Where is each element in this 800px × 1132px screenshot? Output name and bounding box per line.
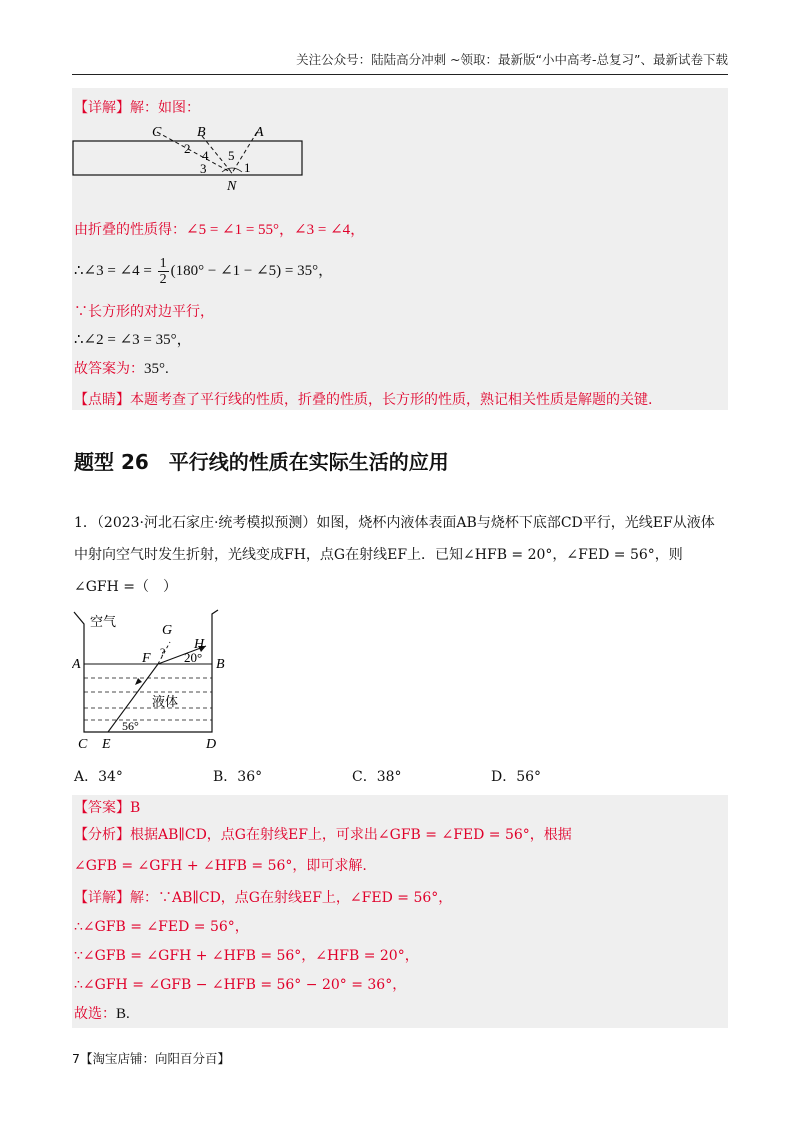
solution-tag: 【详解】	[74, 890, 130, 906]
analysis-line-2	[74, 856, 367, 876]
fold-property-text: 由折叠的性质得：	[74, 222, 186, 238]
label-D: D	[206, 737, 217, 752]
fold-line-c	[157, 132, 232, 173]
label-C: C	[152, 125, 162, 140]
option-c: C．38°	[352, 769, 402, 785]
answer1-text: 故答案为：	[74, 361, 144, 377]
option-d: D．56°	[491, 769, 542, 785]
label-56deg: 56°	[122, 719, 139, 733]
label-2: 2	[184, 141, 191, 156]
label-B: B	[216, 657, 225, 672]
fold-property-line	[74, 220, 365, 240]
frac-num: 1	[159, 256, 167, 271]
point-tag: 【点睛】	[74, 392, 130, 408]
beaker-diagram	[72, 606, 232, 756]
ray-arrow-ef	[135, 678, 142, 685]
answer1-line	[74, 359, 169, 379]
question-line-3: ∠GFH =（ ）	[74, 579, 178, 595]
solution-text-1: 解：∵AB∥CD，点G在射线EF上，∠FED = 56°，	[130, 890, 453, 906]
choose-value: B.	[116, 1006, 130, 1022]
calc-post: (180° − ∠1 − ∠5) = 35°，	[170, 262, 334, 279]
solution-line-5	[74, 1004, 130, 1024]
label-E: E	[102, 737, 111, 752]
label-question-mark: ?	[160, 645, 166, 659]
section-title: 题型 26 平行线的性质在实际生活的应用	[74, 450, 449, 474]
label-20deg: 20°	[184, 650, 203, 665]
analysis-text-2: ∠GFB = ∠GFH + ∠HFB = 56°，即可求解.	[74, 858, 367, 874]
option-a: A．34°	[74, 769, 123, 785]
label-C: C	[78, 737, 88, 752]
header-text: 关注公众号：陆陆高分冲刺 ~领取：最新版“小中高考-总复习”、最新试卷下载	[296, 52, 728, 67]
question-line-2: 中射向空气时发生折射，光线变成FH，点G在射线EF上．已知∠HFB = 20°，∠FED = 56°，则	[74, 547, 683, 563]
label-B: B	[197, 125, 206, 140]
label-F: F	[142, 651, 151, 666]
angle2-line	[74, 330, 192, 350]
angle-arc	[222, 168, 242, 172]
frac-den: 2	[159, 272, 167, 287]
fold-diagram	[72, 122, 312, 196]
label-1: 1	[244, 160, 251, 175]
label-G: G	[162, 623, 173, 638]
label-3: 3	[200, 161, 207, 176]
answer-line	[74, 798, 140, 818]
label-H: H	[194, 637, 205, 652]
calc-pre: ∴∠3 = ∠4 =	[74, 262, 156, 279]
answer1-math: 35°.	[144, 361, 169, 377]
solution-line-1	[74, 888, 452, 908]
solution-line-4: ∴∠GFH = ∠GFB − ∠HFB = 56° − 20° = 36°，	[74, 977, 407, 993]
point-line	[74, 390, 652, 410]
solution-line-3: ∵∠GFB = ∠GFH + ∠HFB = 56°，∠HFB = 20°，	[74, 948, 419, 964]
calc-line	[74, 256, 333, 287]
analysis-text-1: 根据AB∥CD，点G在射线EF上，可求出∠GFB = ∠FED = 56°，根据	[130, 827, 572, 843]
detail-tag: 【详解】	[74, 100, 130, 116]
angle2-math: ∴∠2 = ∠3 = 35°，	[74, 332, 192, 348]
parallel-text: ∵长方形的对边平行，	[74, 304, 214, 320]
solution-line-2: ∴∠GFB = ∠FED = 56°，	[74, 919, 249, 935]
label-A: A	[72, 657, 81, 672]
detail-text: 解：如图：	[130, 100, 200, 116]
option-b: B．36°	[213, 769, 263, 785]
answer-value: B	[130, 800, 141, 816]
label-air: 空气	[90, 614, 117, 629]
label-5: 5	[228, 148, 235, 163]
answer-tag: 【答案】	[74, 800, 130, 816]
page-header	[72, 52, 728, 75]
half-fraction	[158, 256, 169, 287]
label-4: 4	[202, 148, 209, 163]
choose-text: 故选：	[74, 1006, 116, 1022]
analysis-tag: 【分析】	[74, 827, 130, 843]
fold-property-math: ∠5 = ∠1 = 55°，∠3 = ∠4，	[186, 222, 366, 238]
label-N: N	[227, 179, 237, 194]
page-footer: 7【淘宝店铺：向阳百分百】	[72, 1051, 230, 1066]
label-A: A	[255, 125, 264, 140]
detail-line	[74, 98, 200, 118]
parallel-line	[74, 302, 214, 322]
analysis-line-1	[74, 825, 572, 845]
question-line-1: 1．（2023·河北石家庄·统考模拟预测）如图，烧杯内液体表面AB与烧杯下底部CD平行，光线EF从液体	[74, 515, 715, 531]
point-text: 本题考查了平行线的性质，折叠的性质，长方形的性质，熟记相关性质是解题的关键.	[130, 392, 653, 408]
label-liquid: 液体	[152, 694, 179, 709]
